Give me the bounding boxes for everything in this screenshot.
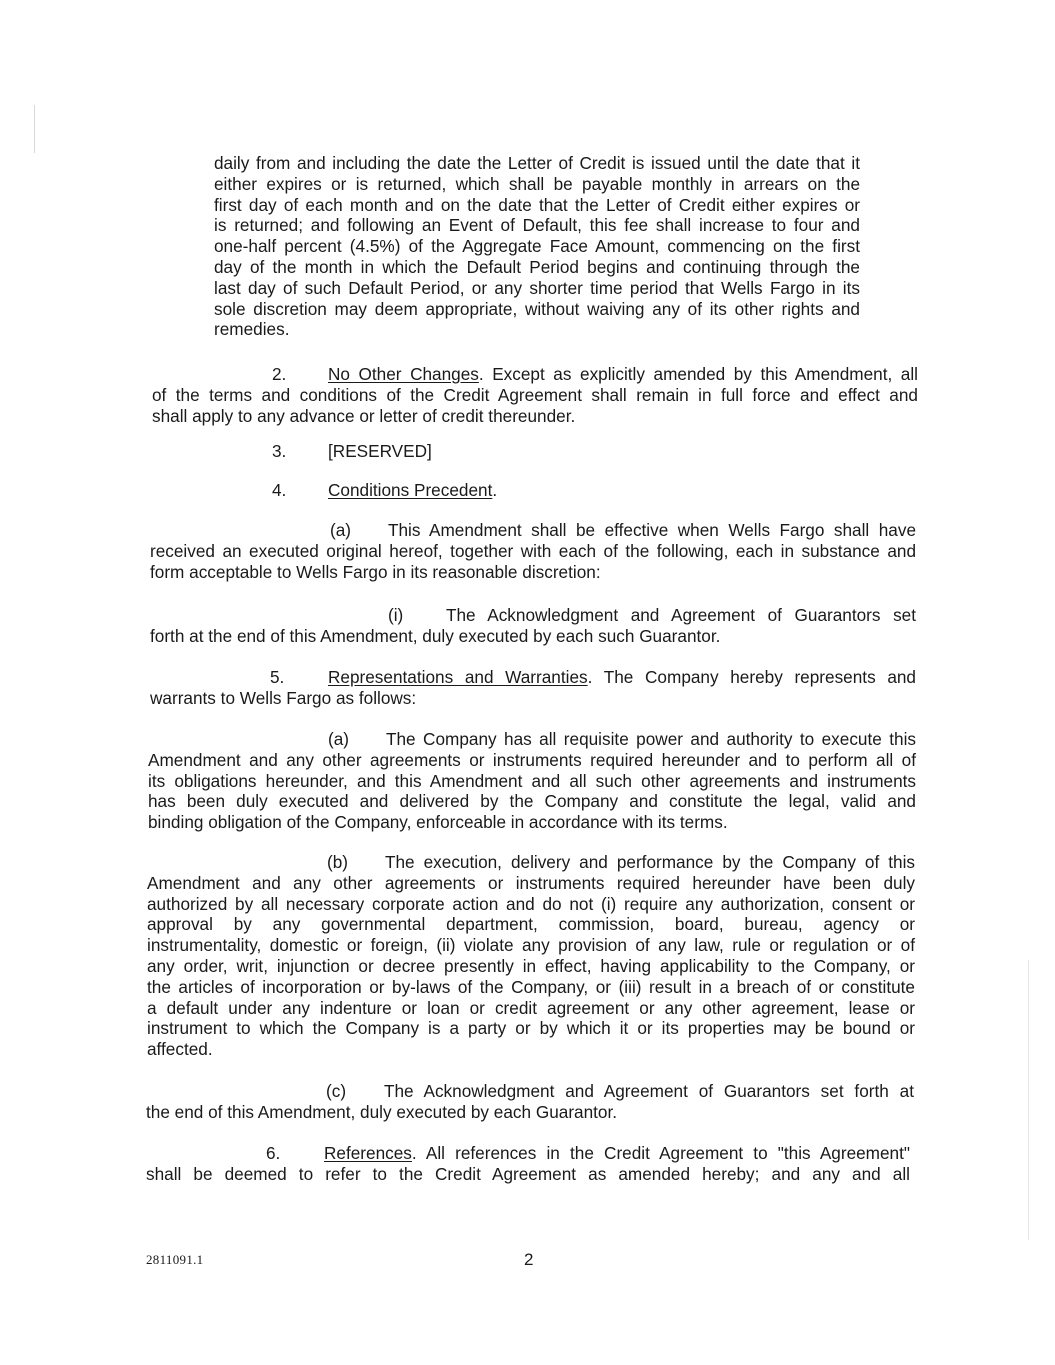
section-heading: No Other Changes xyxy=(328,364,479,384)
scan-artifact xyxy=(1028,960,1029,1240)
section-5-a xyxy=(148,729,916,833)
text-line: . All references in the Credit Agreement to "this Agreement" xyxy=(411,1143,910,1163)
text-line: either expires or is returned, which shall be payable monthly in arrears on the xyxy=(214,173,860,194)
text-line: shall be deemed to refer to the Credit Agreement as amended hereby; and any and all xyxy=(146,1163,910,1184)
text-line: the articles of incorporation or by-laws of the Company, or (iii) result in a breach of or constitute xyxy=(147,976,915,997)
section-heading: References xyxy=(324,1143,412,1163)
text-line xyxy=(152,364,918,385)
text-line: This Amendment shall be effective when Wells Fargo shall have xyxy=(388,520,916,540)
section-5-b xyxy=(147,852,915,1060)
text-line xyxy=(150,605,916,626)
text-line: approval by any governmental department, commission, board, bureau, agency or xyxy=(147,914,915,935)
text-line xyxy=(147,852,915,873)
text-line: of the terms and conditions of the Credit Agreement shall remain in full force and effect and xyxy=(152,384,918,405)
continuation-paragraph xyxy=(214,153,860,340)
section-number: 5. xyxy=(270,667,285,687)
text-line: a default under any indenture or loan or credit agreement or any other agreement, lease or xyxy=(147,997,915,1018)
text-line: affected. xyxy=(147,1039,213,1060)
text-line xyxy=(150,667,916,688)
subsection-label: (b) xyxy=(327,852,349,872)
text-line: . Except as explicitly amended by this Amendment, all xyxy=(478,364,918,384)
section-2 xyxy=(152,364,918,426)
text-line: day of the month in which the Default Period begins and continuing through the xyxy=(214,256,860,277)
text-line: the end of this Amendment, duly executed by each Guarantor. xyxy=(146,1101,618,1122)
text-line xyxy=(146,1081,914,1102)
section-number: 4. xyxy=(272,480,287,500)
text-line: one-half percent (4.5%) of the Aggregate Face Amount, commencing on the first xyxy=(214,236,860,257)
text-line: Amendment and any other agreements or instruments required hereunder and to perform all of xyxy=(148,749,916,770)
text-line: instrumentality, domestic or foreign, (ii) violate any provision of any law, rule or regulation or of xyxy=(147,935,915,956)
page-number: 2 xyxy=(524,1250,534,1269)
text-line: . The Company hereby represents and xyxy=(587,667,916,687)
subsection-label: (i) xyxy=(388,605,404,625)
text-line: authorized by all necessary corporate action and do not (i) require any authorization, consent or xyxy=(147,893,915,914)
section-4 xyxy=(272,480,497,501)
text-line: instrument to which the Company is a party or by which it or its properties may be bound or xyxy=(147,1018,915,1039)
text-line xyxy=(150,520,916,541)
text-line: The Acknowledgment and Agreement of Guarantors set xyxy=(446,605,916,625)
text-line: last day of such Default Period, or any shorter time period that Wells Fargo in its xyxy=(214,277,860,298)
text-line: binding obligation of the Company, enforceable in accordance with its terms. xyxy=(148,812,728,833)
subsection-label: (a) xyxy=(328,729,350,749)
section-6 xyxy=(146,1143,910,1185)
section-5 xyxy=(150,667,916,709)
text-line: The execution, delivery and performance by the Company of this xyxy=(385,852,915,872)
section-5-c xyxy=(146,1081,914,1123)
text-line: form acceptable to Wells Fargo in its reasonable discretion: xyxy=(150,561,601,582)
section-heading: Conditions Precedent xyxy=(328,480,493,500)
subsection-label: (a) xyxy=(330,520,352,540)
scan-artifact xyxy=(34,105,35,153)
heading-period: . xyxy=(492,480,498,500)
text-line: sole discretion may deem appropriate, without waiving any of its other rights and xyxy=(214,298,860,319)
text-line: shall apply to any advance or letter of credit thereunder. xyxy=(152,405,576,426)
subsection-label: (c) xyxy=(326,1081,347,1101)
text-line: first day of each month and on the date that the Letter of Credit either expires or xyxy=(214,194,860,215)
text-line: is returned; and following an Event of Default, this fee shall increase to four and xyxy=(214,215,860,236)
text-line: The Company has all requisite power and authority to execute this xyxy=(386,729,916,749)
text-line: warrants to Wells Fargo as follows: xyxy=(150,687,417,708)
text-line: has been duly executed and delivered by the Company and constitute the legal, valid and xyxy=(148,791,916,812)
section-3 xyxy=(272,441,432,462)
section-heading: Representations and Warranties xyxy=(328,667,588,687)
section-4-a xyxy=(150,520,916,582)
text-line: daily from and including the date the Letter of Credit is issued until the date that it xyxy=(214,153,860,173)
text-line: forth at the end of this Amendment, duly executed by each such Guarantor. xyxy=(150,625,721,646)
text-line: The Acknowledgment and Agreement of Guarantors set forth at xyxy=(384,1081,914,1101)
text-line: received an executed original hereof, together with each of the following, each in substance and xyxy=(150,540,916,561)
text-line: its obligations hereunder, and this Amendment and all such other agreements and instruments xyxy=(148,770,916,791)
section-number: 6. xyxy=(266,1143,281,1163)
section-number: 3. xyxy=(272,441,287,461)
text-line: Amendment and any other agreements or instruments required hereunder have been duly xyxy=(147,872,915,893)
text-line: any order, writ, injunction or decree presently in effect, having applicability to the Company, or xyxy=(147,955,915,976)
section-4-a-i xyxy=(150,605,916,647)
document-id: 2811091.1 xyxy=(146,1252,204,1267)
section-heading: [RESERVED] xyxy=(328,441,432,461)
section-number: 2. xyxy=(272,364,287,384)
text-line: remedies. xyxy=(214,319,290,340)
text-line xyxy=(148,729,916,750)
text-line xyxy=(146,1143,910,1164)
